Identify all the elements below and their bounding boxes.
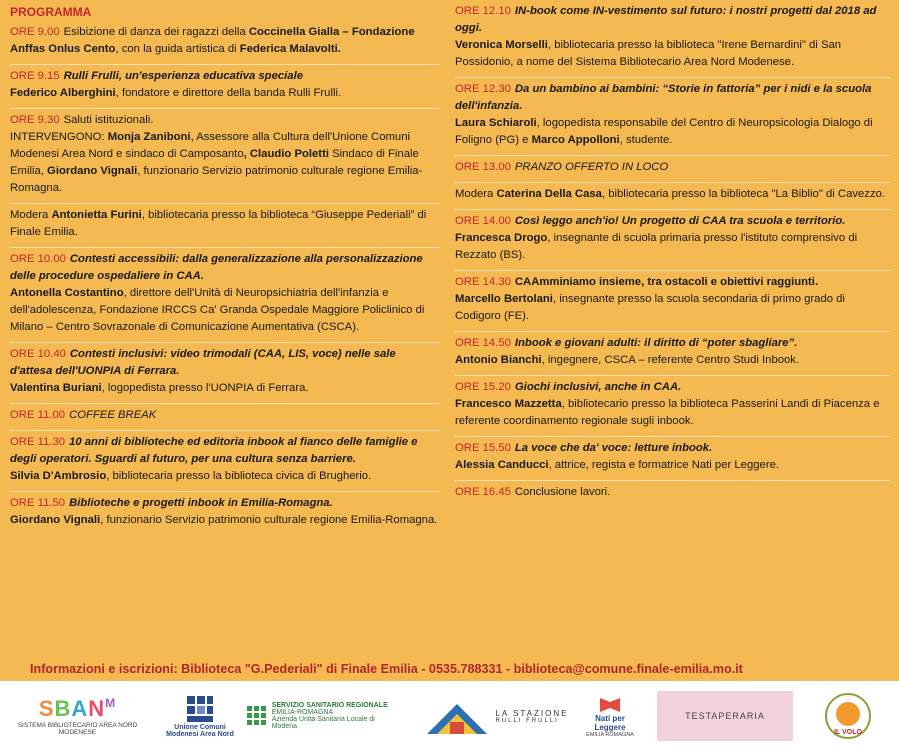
talk-title: Biblioteche e progetti inbook in Emilia-Romagna. xyxy=(69,497,333,509)
program-item xyxy=(10,109,440,204)
program-time: ORE 10.00 xyxy=(10,253,66,265)
program-text: , insegnante di scuola primaria presso l'istituto comprensivo di Rezzato (BS). xyxy=(455,232,858,261)
la-stazione-logo: LA STAZIONE RULLI FRULLI xyxy=(415,687,575,745)
sban-letter: M xyxy=(105,696,117,710)
program-item xyxy=(10,248,440,343)
unione-comuni-emblem-icon xyxy=(185,694,215,724)
program-item xyxy=(10,343,440,404)
program-time: ORE 13.00 xyxy=(455,161,511,173)
speaker-name: Coccinella Gialla – Fondazione Anffas Onlus Cento xyxy=(10,26,415,55)
program-text: Esibizione di danza dei ragazzi della xyxy=(63,26,249,38)
talk-title: Da un bambino ai bambini: “Storie in fattoria” per i nidi e la scuola dell'infanzia. xyxy=(455,83,872,112)
speaker-name: Antonietta Furini xyxy=(51,209,142,221)
program-heading: PROGRAMMA xyxy=(10,5,92,19)
speaker-name: Francesco Mazzetta xyxy=(455,398,562,410)
program-time: ORE 11.00 xyxy=(10,409,66,421)
program-time: ORE 10.40 xyxy=(10,348,66,360)
program-text: , bibliotecaria presso la biblioteca civica di Brugherio. xyxy=(106,470,372,482)
station-building-icon xyxy=(422,696,492,736)
program-text: , bibliotecaria presso la biblioteca “Giuseppe Pederiali” di Finale Emilia. xyxy=(10,209,427,238)
talk-title: IN-book come IN-vestimento sul futuro: i nostri progetti dal 2018 ad oggi. xyxy=(455,5,877,34)
program-right-column xyxy=(455,0,890,507)
program-item xyxy=(10,431,440,492)
ssr-logo: SERVIZIO SANITARIO REGIONALE EMILIA-ROMAGNA Azienda Unità Sanitaria Locale di Modena xyxy=(245,687,395,745)
sban-letter: B xyxy=(54,696,72,721)
program-item xyxy=(10,404,440,431)
program-item xyxy=(10,21,440,65)
program-text: , funzionario Servizio patrimonio culturale regione Emilia-Romagna. xyxy=(100,514,438,526)
program-item xyxy=(455,437,890,481)
program-item xyxy=(455,156,890,183)
talk-title: 10 anni di biblioteche ed editoria inbook al fianco delle famiglie e degli operatori. Sguardi al futuro, per una cultura senza barriere. xyxy=(10,436,418,465)
program-text: Modera xyxy=(455,188,497,200)
il-volo-emblem-icon xyxy=(824,692,872,740)
program-text: , bibliotecaria presso la biblioteca "La Biblio" di Cavezzo. xyxy=(601,188,886,200)
program-time: ORE 11.30 xyxy=(10,436,66,448)
sban-letter: A xyxy=(71,696,89,721)
program-time: ORE 15.50 xyxy=(455,442,511,454)
program-item xyxy=(455,376,890,437)
sban-letter: S xyxy=(38,696,55,721)
program-text: Sindaco di Finale Emilia, xyxy=(10,148,419,177)
speaker-name: Veronica Morselli xyxy=(455,39,548,51)
testaperaria-logo: TESTAPERARIA xyxy=(655,687,795,745)
talk-title: La voce che da' voce: letture inbook. xyxy=(514,442,713,454)
program-text: , bibliotecario presso la biblioteca Passerini Landi di Piacenza e referente coordinamento regionale sugli inbook. xyxy=(455,398,880,427)
nati-per-leggere-logo: Nati per Leggere EMILIA ROMAGNA xyxy=(585,687,635,745)
program-text: INTERVENGONO: xyxy=(10,131,108,143)
program-time: ORE 15.20 xyxy=(455,381,511,393)
sban-letter: N xyxy=(88,696,106,721)
talk-title: Contesti accessibili: dalla generalizzazione alla personalizzazione delle procedure ospedaliere in CAA. xyxy=(10,253,423,282)
program-item xyxy=(455,210,890,271)
speaker-name: Marcello Bertolani xyxy=(455,293,553,305)
program-text: , funzionario Servizio patrimonio culturale regione Emilia-Romagna. xyxy=(10,165,423,194)
talk-title: Inbook e giovani adulti: il diritto di “poter sbagliare”. xyxy=(514,337,798,349)
speaker-name: Antonio Bianchi xyxy=(455,354,542,366)
talk-title: Giochi inclusivi, anche in CAA. xyxy=(514,381,682,393)
program-text: , fondatore e direttore della banda Rulli Frulli. xyxy=(115,87,342,99)
program-text: , attrice, regista e formatrice Nati per Leggere. xyxy=(548,459,779,471)
program-time: ORE 14.00 xyxy=(455,215,511,227)
program-text: , direttore dell'Unità di Neuropsichiatria dell'infanzia e dell'adolescenza, Fondazione IRCCS Ca' Granda Ospedale Maggiore Policlinico di Milano – Centro Sovrazonale di Comunicazione Aumentativa (CSCA). xyxy=(10,287,425,333)
program-time: ORE 14.30 xyxy=(455,276,511,288)
program-time: ORE 9.00 xyxy=(10,26,60,38)
program-item xyxy=(10,65,440,109)
program-text: , ingegnere, CSCA – referente Centro Studi Inbook. xyxy=(541,354,800,366)
program-item xyxy=(455,332,890,376)
program-text: , insegnante presso la scuola secondaria di primo grado di Codigoro (FE). xyxy=(455,293,845,322)
speaker-name: Alessia Canducci xyxy=(455,459,549,471)
book-icon xyxy=(598,694,622,714)
program-time: ORE 9.15 xyxy=(10,70,60,82)
il-volo-logo xyxy=(808,687,888,745)
program-item xyxy=(455,271,890,332)
logo-band xyxy=(0,681,899,751)
unione-comuni-logo: Unione Comuni Modenesi Area Nord xyxy=(160,687,240,745)
ssr-grid-icon xyxy=(245,704,268,728)
program-text: , con la guida artistica di xyxy=(115,43,240,55)
program-item xyxy=(455,0,890,78)
program-text: Saluti istituzionali. xyxy=(63,114,154,126)
program-item xyxy=(10,204,440,248)
speaker-name: Francesca Drogo xyxy=(455,232,548,244)
speaker-name: Monja Zaniboni xyxy=(107,131,191,143)
program-time: ORE 12.10 xyxy=(455,5,511,17)
program-time: ORE 16.45 xyxy=(455,486,511,498)
speaker-name: Giordano Vignali xyxy=(10,514,101,526)
speaker-name: Federica Malavolti. xyxy=(239,43,341,55)
program-item xyxy=(455,183,890,210)
program-text: COFFEE BREAK xyxy=(69,409,157,421)
program-time: ORE 12.30 xyxy=(455,83,511,95)
program-time: ORE 11.50 xyxy=(10,497,66,509)
program-text: Modera xyxy=(10,209,52,221)
speaker-name: Valentina Buriani xyxy=(10,382,102,394)
program-item xyxy=(10,492,440,535)
speaker-name: Federico Alberghini xyxy=(10,87,116,99)
speaker-name: Giordano Vignali xyxy=(47,165,138,177)
speaker-name: , Claudio Poletti xyxy=(243,148,329,160)
program-text: , studente. xyxy=(619,134,673,146)
speaker-name: CAAmminiamo insieme, tra ostacoli e obiettivi raggiunti. xyxy=(514,276,819,288)
program-item xyxy=(455,481,890,507)
svg-text:IL VOLO: IL VOLO xyxy=(834,729,862,736)
sban-logo: SBANM SISTEMA BIBLIOTECARIO AREA NORD MODENESE xyxy=(17,696,138,736)
speaker-name: Marco Appolloni xyxy=(531,134,620,146)
program-text: , logopedista presso l'UONPIA di Ferrara. xyxy=(101,382,309,394)
speaker-name: Laura Schiaroli xyxy=(455,117,537,129)
talk-title: Rulli Frulli, un'esperienza educativa speciale xyxy=(63,70,303,82)
program-text: , bibliotecaria presso la biblioteca "Irene Bernardini" di San Possidonio, a nome del Sistema Bibliotecario Area Nord Modenese. xyxy=(455,39,842,68)
program-time: ORE 9.30 xyxy=(10,114,60,126)
program-text: , Assessore alla Cultura dell'Unione Comuni Modenesi Area Nord e sindaco di Camposanto xyxy=(10,131,410,160)
contact-info: Informazioni e iscrizioni: Biblioteca "G.Pederiali" di Finale Emilia - 0535.788331 - biblioteca@comune.finale-emilia.mo.it xyxy=(30,662,743,676)
program-text: Conclusione lavori. xyxy=(514,486,611,498)
program-text: , logopedista responsabile del Centro di Neuropsicologia Dialogo di Foligno (PG) e xyxy=(455,117,873,146)
program-item xyxy=(455,78,890,156)
speaker-name: Antonella Costantino xyxy=(10,287,124,299)
program-text: PRANZO OFFERTO IN LOCO xyxy=(514,161,669,173)
program-time: ORE 14.50 xyxy=(455,337,511,349)
talk-title: Così leggo anch'io! Un progetto di CAA tra scuola e territorio. xyxy=(514,215,846,227)
program-left-column xyxy=(10,0,440,535)
speaker-name: Silvia D'Ambrosio xyxy=(10,470,107,482)
talk-title: Contesti inclusivi: video trimodali (CAA, LIS, voce) nelle sale d'attesa dell'UONPIA di Ferrara. xyxy=(10,348,396,377)
speaker-name: Caterina Della Casa xyxy=(496,188,602,200)
